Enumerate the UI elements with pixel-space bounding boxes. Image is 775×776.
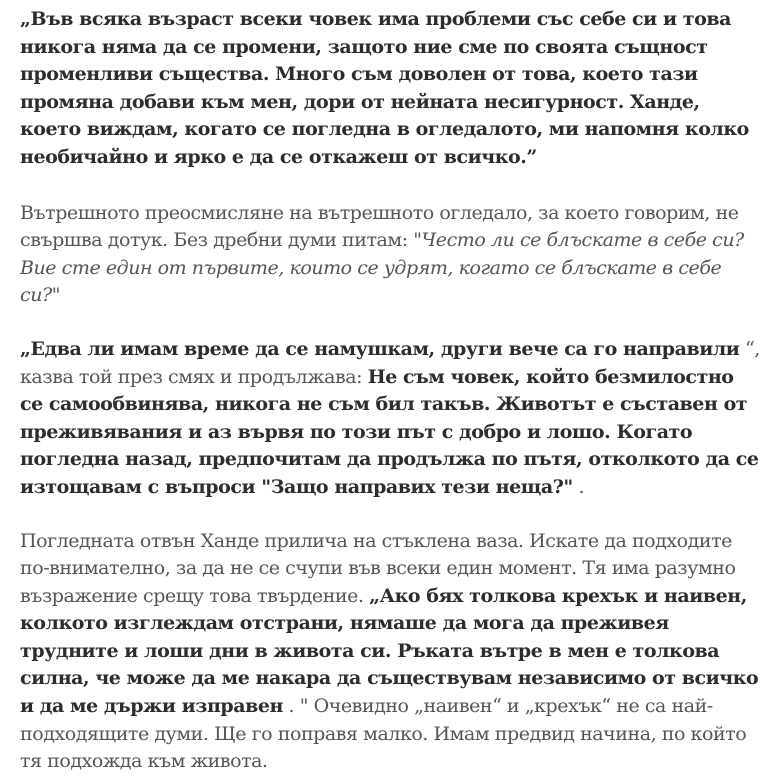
bold-quote-1: „Едва ли имам време да се намушкам, други вече са го направили [20,337,740,360]
bold-quote-2: Не съм човек, който безмилостно се самообвинява, никога не съм бил такъв. Животът е съставен от преживявания и аз вървя по този път с добро и лошо. Когато погледна назад, предпочитам да продължа по пътя, отколкото да се изтощавам с въпроси "Защо направих тези неща?" [20,365,759,498]
narration-text: “, казва той през смях и продължава: [20,337,760,388]
paragraph-text: Погледната отвън Ханде прилича на стъклена ваза. Искате да подходите по-внимателно, за да не се счупи във всеки един момент. Тя има разумно възражение срещу това твърдение. [20,529,736,607]
punctuation: . " [282,695,314,718]
paragraph-2 [20,200,760,310]
paragraph-3 [20,336,760,502]
italic-question: "Често ли се блъскате в себе си? Вие сте един от първите, които се удрят, когато се блъскате в себе си?" [20,229,744,307]
quote-paragraph-1 [20,6,760,172]
paragraph-4 [20,528,760,776]
paragraph-tail: Очевидно „наивен“ и „крехък“ не са най-подходящите думи. Ще го поправя малко. Имам предвид начина, по който тя подхожда към живота. [20,695,747,773]
article-body [20,6,760,776]
punctuation: . [572,475,585,498]
paragraph-text: Вътрешното преосмисляне на вътрешното огледало, за което говорим, не свършва дотук. Без дребни думи питам: [20,201,739,252]
bold-quote: „Ако бях толкова крехък и наивен, колкото изглеждам отстрани, нямаше да мога да преживея трудните и лоши дни в живота си. Ръката вътре в мен е толкова силна, че може да ме накара да съществувам независимо от всичко и да ме държи изправен [20,584,759,718]
quote-text: „Във всяка възраст всеки човек има проблеми със себе си и това никога няма да се промени, защото ние сме по своята същност променливи същества. Много съм доволен от това, което тази промяна добави към мен, дори от нейната несигурност. Ханде, което виждам, когато се погледна в огледалото, ми напомня колко необичайно и ярко е да се откажеш от всичко.” [20,8,749,168]
